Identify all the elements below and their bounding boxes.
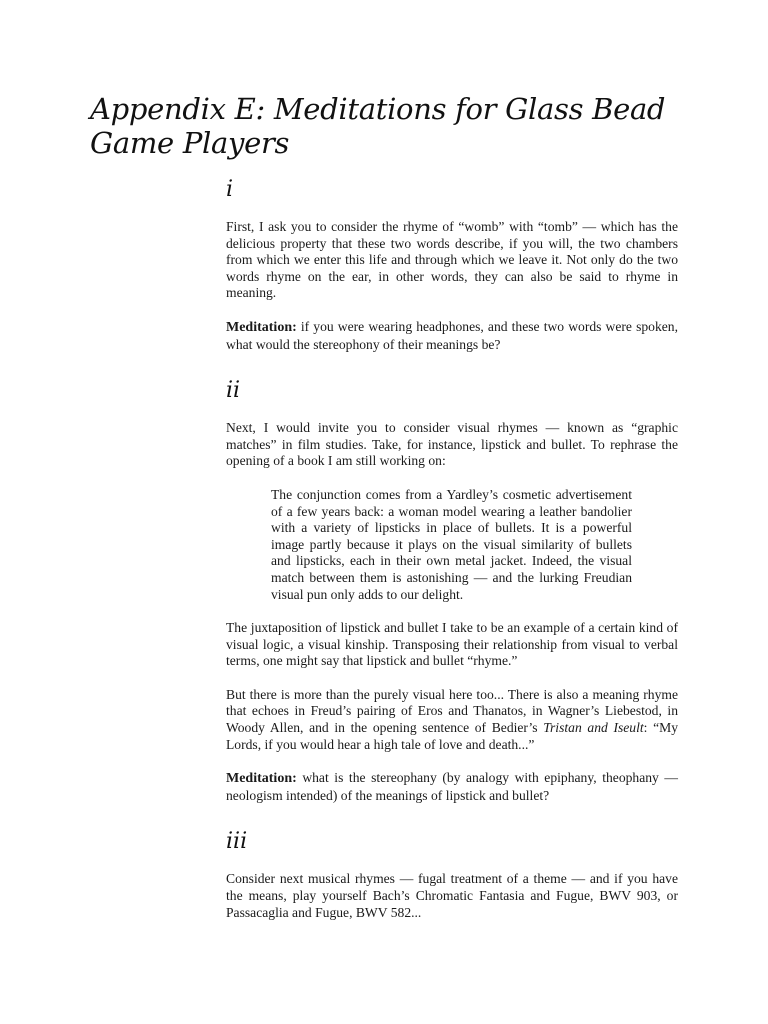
- paragraph: Next, I would invite you to consider visual rhymes — known as “graphic matches” in film studies. Take, for instance, lipstick and bullet. To rephrase the opening of a book I am still working on:: [226, 420, 678, 469]
- block-quote: The conjunction comes from a Yardley’s cosmetic advertisement of a few years back: a woman model wearing a leather bandolier with a variety of lipsticks in place of bullets. It is a powerful image partly because it plays on the visual similarity of bullets and lipsticks, each in their own metal jacket. Indeed, the visual match between them is astonishing — and the lurking Freudian visual pun only adds to our delight.: [271, 486, 632, 602]
- paragraph: [226, 687, 678, 753]
- section-numeral: ii: [226, 378, 241, 404]
- section-numeral: iii: [226, 829, 248, 855]
- meditation: [226, 770, 678, 804]
- meditation-label: Meditation:: [226, 319, 297, 335]
- paragraph: Consider next musical rhymes — fugal treatment of a theme — and if you have the means, play yourself Bach’s Chromatic Fantasia and Fugue, BWV 903, or Passacaglia and Fugue, BWV 582...: [226, 871, 678, 920]
- book-title: Tristan and Iseult: [543, 720, 644, 736]
- section-i: [226, 178, 678, 353]
- paragraph: The juxtaposition of lipstick and bullet I take to be an example of a certain kind of visual logic, a visual kinship. Transposing their relationship from visual to verbal terms, one might say that lipstick and bullet “rhyme.”: [226, 620, 678, 669]
- appendix-body: [226, 178, 678, 938]
- paragraph: First, I ask you to consider the rhyme of “womb” with “tomb” — which has the delicious property that these two words describe, if you will, the two chambers from which we enter this life and through which we leave it. Not only do the two words rhyme on the ear, in other words, they can also be said to rhyme in meaning.: [226, 219, 678, 301]
- paragraph-text: : “My Lords, if you would hear a high tale of love and death...”: [226, 720, 678, 752]
- meditation-label: Meditation:: [226, 771, 297, 787]
- page-title: Appendix E: Meditations for Glass Bead Game Players: [90, 92, 666, 160]
- meditation: [226, 319, 678, 353]
- section-iii: [226, 830, 678, 921]
- meditation-text: if you were wearing headphones, and these two words were spoken, what would the stereophony of their meanings be?: [226, 318, 678, 352]
- meditation-text: what is the stereophany (by analogy with epiphany, theophany — neologism intended) of the meanings of lipstick and bullet?: [226, 770, 678, 803]
- section-numeral: i: [226, 177, 234, 202]
- paragraph-text: But there is more than the purely visual here too... There is also a meaning rhyme that echoes in Freud’s pairing of Eros and Thanatos, in Wagner’s Liebestod, in Woody Allen, and in the opening sentence of Bedier’s: [226, 686, 678, 736]
- section-ii: [226, 379, 678, 804]
